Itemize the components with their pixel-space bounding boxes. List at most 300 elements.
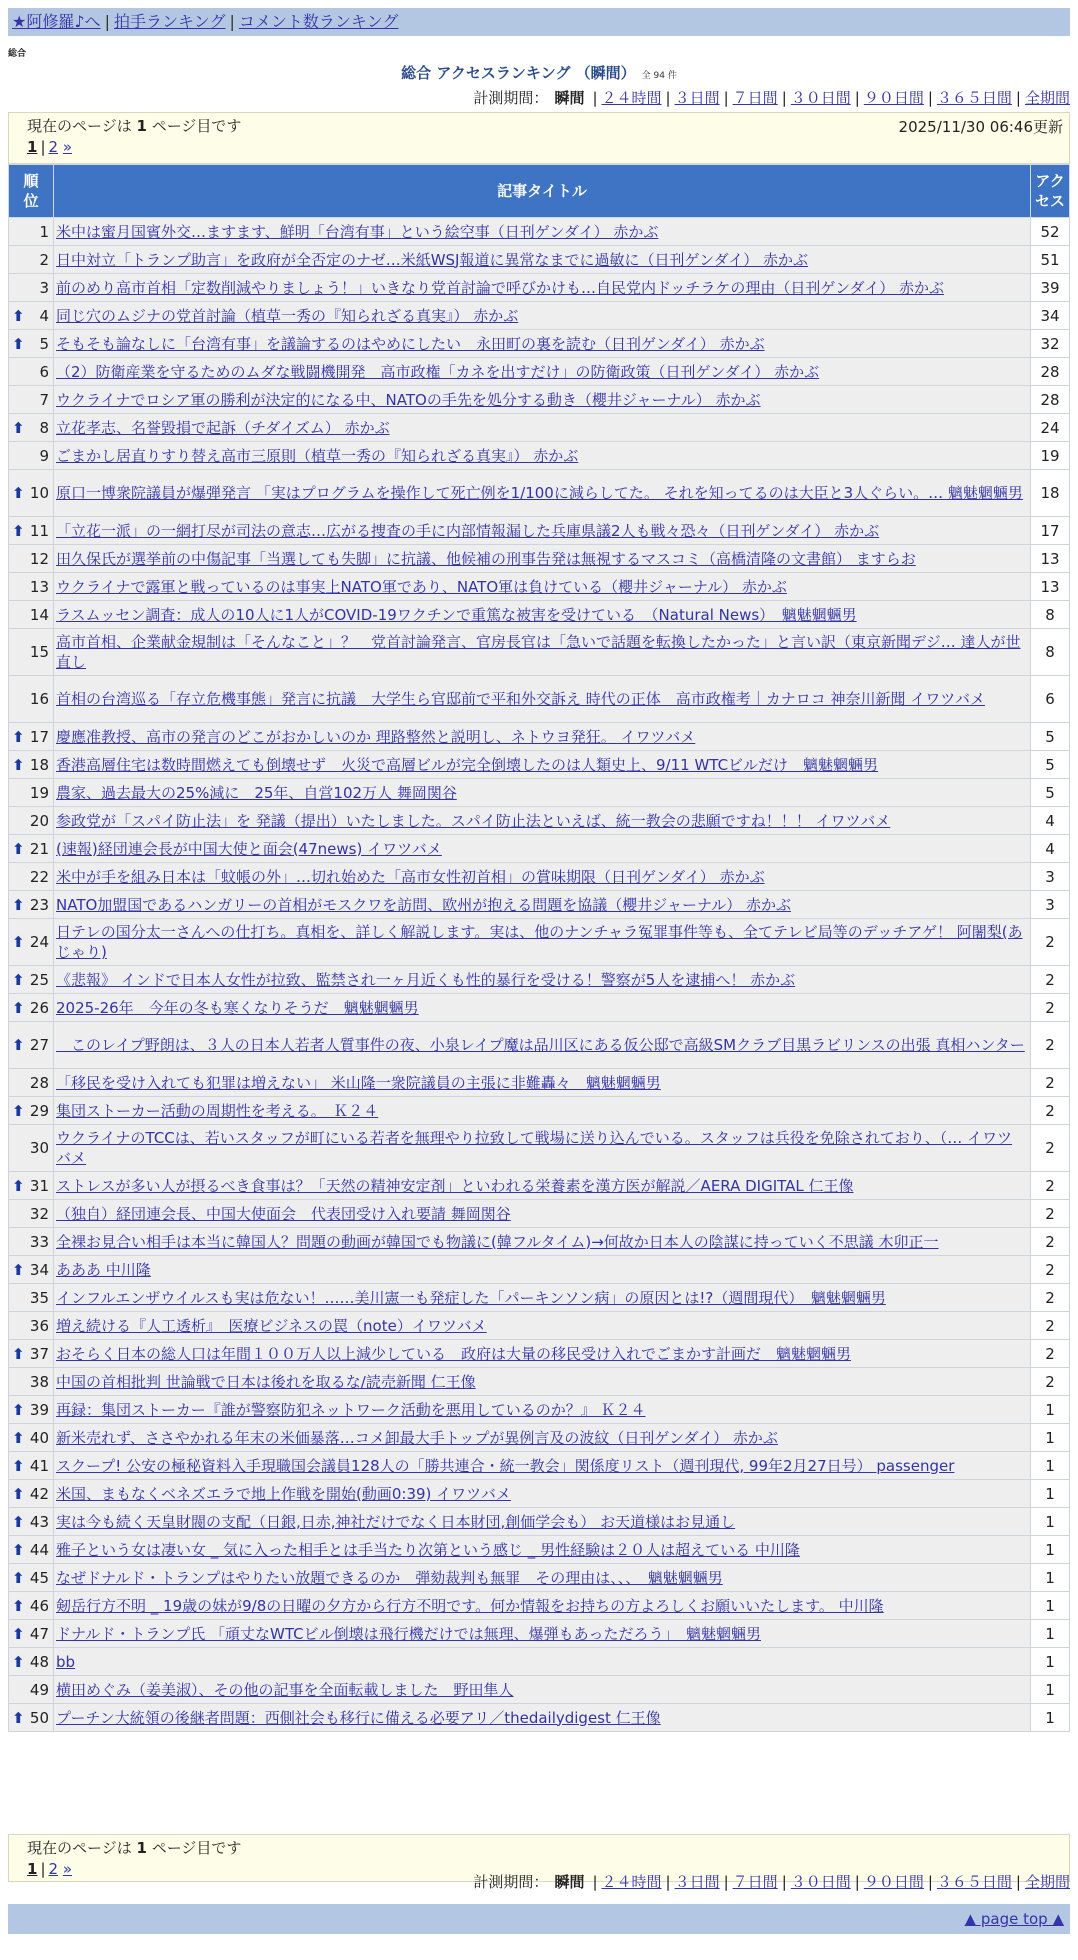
rank-cell <box>9 1200 54 1228</box>
title-cell <box>54 751 1031 779</box>
table-row <box>9 994 1070 1022</box>
article-link[interactable]: 香港高層住宅は数時間燃えても倒壊せず 火災で高層ビルが完全倒壊したのは人類史上、9/11 WTCビルだけ 魑魅魍魎男 <box>56 755 879 774</box>
period-link-30d[interactable]: ３０日間 <box>790 1873 851 1891</box>
up-arrow-icon: ⬆ <box>12 1344 25 1363</box>
access-count: 13 <box>1031 545 1070 573</box>
title-cell <box>54 1452 1031 1480</box>
rank-number: 14 <box>29 605 49 624</box>
title-cell <box>54 1097 1031 1125</box>
article-link[interactable]: 前のめり高市首相「定数削減やりましょう！」いきなり党首討論で呼びかけも…自民党内ドッチラケの理由（日刊ゲンダイ） 赤かぶ <box>56 278 944 297</box>
period-link-24h[interactable]: ２４時間 <box>601 1873 662 1891</box>
table-row <box>9 274 1070 302</box>
rank-number: 4 <box>39 306 49 325</box>
title-cell <box>54 994 1031 1022</box>
rank-cell <box>9 1592 54 1620</box>
clap-ranking-link[interactable]: 拍手ランキング <box>113 12 226 31</box>
pager-next[interactable]: » <box>62 1860 73 1878</box>
access-count: 28 <box>1031 386 1070 414</box>
rank-number: 35 <box>29 1288 49 1307</box>
footer-bar <box>8 1904 1070 1934</box>
article-link[interactable]: 日テレの国分太一さんへの仕打ち。真相を、詳しく解説します。実は、他のナンチャラ冤罪事件等も、全てテレビ局等のデッチアゲ！ 阿闍梨(あじゃり) <box>56 923 1023 961</box>
table-row <box>9 1564 1070 1592</box>
page-info-top <box>8 112 1070 164</box>
current-page-number: 1 <box>136 1839 147 1857</box>
title-cell <box>54 919 1031 966</box>
period-label: 計測期間： <box>473 1873 549 1891</box>
access-count: 1 <box>1031 1592 1070 1620</box>
table-row <box>9 386 1070 414</box>
pager-bottom: 1 | 2 » <box>27 1860 73 1878</box>
table-row <box>9 835 1070 863</box>
access-count: 2 <box>1031 1172 1070 1200</box>
article-link[interactable]: 増え続ける『人工透析』 医療ビジネスの罠（note）イワツバメ <box>56 1316 487 1335</box>
table-row <box>9 1424 1070 1452</box>
rank-number: 6 <box>39 362 49 381</box>
title-cell <box>54 1704 1031 1732</box>
table-row <box>9 1312 1070 1340</box>
title-cell <box>54 601 1031 629</box>
access-count: 1 <box>1031 1620 1070 1648</box>
comment-ranking-link[interactable]: コメント数ランキング <box>238 12 399 31</box>
table-row <box>9 723 1070 751</box>
title-cell <box>54 246 1031 274</box>
table-row <box>9 966 1070 994</box>
article-link[interactable]: おそらく日本の総人口は年間１００万人以上減少している 政府は大量の移民受け入れでごまかす計画だ 魑魅魍魎男 <box>56 1344 852 1363</box>
article-link[interactable]: 再録：集団ストーカー『誰が警察防犯ネットワーク活動を悪用しているのか？』 Ｋ２４ <box>56 1400 646 1419</box>
up-arrow-icon: ⬆ <box>12 1400 25 1419</box>
title-cell <box>54 966 1031 994</box>
title-cell <box>54 1424 1031 1452</box>
article-link[interactable]: 慶應准教授、高市の発言のどこがおかしいのか 理路整然と説明し、ネトウヨ発狂。 イワツバメ <box>56 727 696 746</box>
rank-number: 12 <box>29 549 49 568</box>
title-cell <box>54 274 1031 302</box>
rank-cell <box>9 1536 54 1564</box>
rank-number: 27 <box>29 1036 49 1054</box>
table-row <box>9 1069 1070 1097</box>
rank-cell <box>9 723 54 751</box>
article-link[interactable]: ごまかし居直りすり替え高市三原則（植草一秀の『知られざる真実』） 赤かぶ <box>56 446 579 465</box>
rank-number: 41 <box>29 1456 49 1475</box>
article-link[interactable]: 実は今も続く天皇財閥の支配（日銀,日赤,神社だけでなく日本財団,創価学会も） お天道様はお見通し <box>56 1512 736 1531</box>
rank-number: 15 <box>29 643 49 661</box>
article-link[interactable]: ストレスが多い人が摂るべき食事は？「天然の精神安定剤」といわれる栄養素を漢方医が解説／AERA DIGITAL 仁王像 <box>56 1176 854 1195</box>
pager-current: 1 <box>27 138 38 156</box>
article-link[interactable]: 同じ穴のムジナの党首討論（植草一秀の『知られざる真実』） 赤かぶ <box>56 306 519 325</box>
rank-number: 8 <box>39 418 49 437</box>
title-cell <box>54 1022 1031 1069</box>
article-link[interactable]: 原口一博衆院議員が爆弾発言 「実はプログラムを操作して死亡例を1/100に減らしてた。 それを知ってるのは大臣と3人ぐらい。… 魑魅魍魎男 <box>56 484 1023 502</box>
access-count: 2 <box>1031 1284 1070 1312</box>
rank-cell <box>9 779 54 807</box>
table-row <box>9 470 1070 517</box>
title-cell <box>54 1340 1031 1368</box>
article-link[interactable]: （独自）経団連会長、中国大使面会 代表団受け入れ要請 舞岡関谷 <box>56 1204 511 1223</box>
rank-number: 22 <box>29 867 49 886</box>
period-link-7d[interactable]: ７日間 <box>732 1873 778 1891</box>
article-link[interactable]: （2）防衛産業を守るためのムダな戦闘機開発 高市政権「カネを出すだけ」の防衛政策（日刊ゲンダイ） 赤かぶ <box>56 362 820 381</box>
title-cell <box>54 302 1031 330</box>
title-cell <box>54 330 1031 358</box>
rank-number: 10 <box>29 484 49 502</box>
access-count: 2 <box>1031 1368 1070 1396</box>
rank-number: 26 <box>29 998 49 1017</box>
up-arrow-icon: ⬆ <box>12 334 25 353</box>
home-link[interactable]: ★阿修羅♪へ <box>12 12 101 31</box>
rank-cell <box>9 1704 54 1732</box>
rank-number: 31 <box>29 1176 49 1195</box>
access-count: 4 <box>1031 835 1070 863</box>
table-row <box>9 1340 1070 1368</box>
rank-cell <box>9 414 54 442</box>
period-link-90d[interactable]: ９０日間 <box>863 89 924 107</box>
period-link-all[interactable]: 全期間 <box>1024 89 1070 107</box>
article-link[interactable]: ラスムッセン調査：成人の10人に1人がCOVID-19ワクチンで重篤な被害を受けている （Natural News） 魑魅魍魎男 <box>56 605 857 624</box>
table-row <box>9 414 1070 442</box>
title-cell <box>54 629 1031 676</box>
period-link-365d[interactable]: ３６５日間 <box>936 89 1012 107</box>
up-arrow-icon: ⬆ <box>12 895 25 914</box>
table-row <box>9 1228 1070 1256</box>
up-arrow-icon: ⬆ <box>12 1512 25 1531</box>
table-row <box>9 1368 1070 1396</box>
rank-cell <box>9 386 54 414</box>
up-arrow-icon: ⬆ <box>12 933 25 951</box>
access-count: 1 <box>1031 1424 1070 1452</box>
up-arrow-icon: ⬆ <box>12 1260 25 1279</box>
col-title-header: 記事タイトル <box>54 165 1031 218</box>
updated-timestamp: 2025/11/30 06:46更新 <box>898 118 1063 136</box>
period-link-365d[interactable]: ３６５日間 <box>936 1873 1012 1891</box>
article-link[interactable]: プーチン大統領の後継者問題：西側社会も移行に備える必要アリ／thedailydigest 仁王像 <box>56 1708 661 1727</box>
article-link[interactable]: 首相の台湾巡る「存立危機事態」発言に抗議 大学生ら官邸前で平和外交訴え 時代の正体 高市政権考｜カナロコ 神奈川新聞 イワツバメ <box>56 690 986 708</box>
rank-number: 43 <box>29 1512 49 1531</box>
pager-link-2[interactable]: 2 <box>48 138 59 156</box>
breadcrumb: 総合 <box>8 49 27 59</box>
table-row <box>9 629 1070 676</box>
rank-cell <box>9 807 54 835</box>
up-arrow-icon: ⬆ <box>12 1036 25 1054</box>
rank-number: 21 <box>29 839 49 858</box>
title-cell <box>54 517 1031 545</box>
table-row <box>9 751 1070 779</box>
rank-cell <box>9 1564 54 1592</box>
page-title-row <box>0 62 1078 83</box>
rank-number: 48 <box>29 1652 49 1671</box>
title-cell <box>54 1564 1031 1592</box>
article-link[interactable]: 米中が手を組み日本は「蚊帳の外」…切れ始めた「高市女性初首相」の賞味期限（日刊ゲンダイ） 赤かぶ <box>56 867 765 886</box>
rank-cell <box>9 274 54 302</box>
rank-cell <box>9 1228 54 1256</box>
article-link[interactable]: 2025-26年 今年の冬も寒くなりそうだ 魑魅魍魎男 <box>56 998 419 1017</box>
rank-cell <box>9 1368 54 1396</box>
table-row <box>9 1256 1070 1284</box>
rank-number: 37 <box>29 1344 49 1363</box>
article-link[interactable]: bb <box>56 1652 76 1671</box>
col-access-label: アクセス <box>1035 172 1066 210</box>
period-label: 計測期間： <box>473 89 549 107</box>
access-count: 1 <box>1031 1452 1070 1480</box>
up-arrow-icon: ⬆ <box>12 1176 25 1195</box>
rank-cell <box>9 1022 54 1069</box>
pager-next[interactable]: » <box>62 138 73 156</box>
pager-current: 1 <box>27 1860 38 1878</box>
up-arrow-icon: ⬆ <box>12 1652 25 1671</box>
access-count: 5 <box>1031 723 1070 751</box>
table-row <box>9 302 1070 330</box>
rank-cell <box>9 1620 54 1648</box>
rank-number: 46 <box>29 1596 49 1615</box>
rank-cell <box>9 1312 54 1340</box>
rank-cell <box>9 517 54 545</box>
rank-cell <box>9 1172 54 1200</box>
article-link[interactable]: 剱岳行方不明 _ 19歳の妹が9/8の日曜の夕方から行方不明です。何か情報をお持ちの方よろしくお願いいたします。 中川隆 <box>56 1596 884 1615</box>
access-count: 1 <box>1031 1480 1070 1508</box>
rank-number: 23 <box>29 895 49 914</box>
article-link[interactable]: 雅子という女は凄い女 _ 気に入った相手とは手当たり次第という感じ _ 男性経験は２０人は超えている 中川隆 <box>56 1540 800 1559</box>
rank-number: 39 <box>29 1400 49 1419</box>
up-arrow-icon: ⬆ <box>12 1708 25 1727</box>
title-cell <box>54 1536 1031 1564</box>
table-row <box>9 246 1070 274</box>
title-cell <box>54 723 1031 751</box>
table-row <box>9 1592 1070 1620</box>
title-cell <box>54 1368 1031 1396</box>
article-link[interactable]: 立花孝志、名誉毀損で起訴（チダイズム） 赤かぶ <box>56 418 390 437</box>
article-link[interactable]: 横田めぐみ（姜美淑）、その他の記事を全面転載しました 野田隼人 <box>56 1680 514 1699</box>
up-arrow-icon: ⬆ <box>12 970 25 989</box>
up-arrow-icon: ⬆ <box>12 418 25 437</box>
article-link[interactable]: NATO加盟国であるハンガリーの首相がモスクワを訪問、欧州が抱える問題を協議（櫻井ジャーナル） 赤かぶ <box>56 895 792 914</box>
access-count: 17 <box>1031 517 1070 545</box>
up-arrow-icon: ⬆ <box>12 521 25 540</box>
rank-cell <box>9 1648 54 1676</box>
title-cell <box>54 358 1031 386</box>
access-count: 2 <box>1031 1069 1070 1097</box>
rank-number: 11 <box>29 521 49 540</box>
access-count: 51 <box>1031 246 1070 274</box>
title-cell <box>54 807 1031 835</box>
title-cell <box>54 891 1031 919</box>
period-link-90d[interactable]: ９０日間 <box>863 1873 924 1891</box>
rank-number: 28 <box>29 1073 49 1092</box>
title-cell <box>54 1676 1031 1704</box>
access-count: 5 <box>1031 751 1070 779</box>
table-row <box>9 330 1070 358</box>
period-link-7d[interactable]: ７日間 <box>732 89 778 107</box>
rank-cell <box>9 1097 54 1125</box>
title-cell <box>54 1592 1031 1620</box>
rank-cell <box>9 629 54 676</box>
access-count: 2 <box>1031 994 1070 1022</box>
access-count: 13 <box>1031 573 1070 601</box>
total-count: 全 94 件 <box>641 71 677 81</box>
rank-number: 30 <box>29 1139 49 1157</box>
rank-number: 32 <box>29 1204 49 1223</box>
top-nav <box>8 8 1070 36</box>
rank-number: 3 <box>39 278 49 297</box>
access-count: 5 <box>1031 779 1070 807</box>
table-row <box>9 1452 1070 1480</box>
rank-number: 19 <box>29 783 49 802</box>
access-count: 2 <box>1031 1200 1070 1228</box>
rank-cell <box>9 1480 54 1508</box>
title-cell <box>54 779 1031 807</box>
table-row <box>9 601 1070 629</box>
rank-cell <box>9 545 54 573</box>
article-link[interactable]: インフルエンザウイルスも実は危ない！……美川憲一も発症した「パーキンソン病」の原因とは!?（週間現代） 魑魅魍魎男 <box>56 1288 886 1307</box>
table-row <box>9 358 1070 386</box>
rank-number: 49 <box>29 1680 49 1699</box>
title-cell <box>54 1172 1031 1200</box>
article-link[interactable]: 田久保氏が選挙前の中傷記事「当選しても失脚」に抗議、他候補の刑事告発は無視するマスコミ（高橋清隆の文書館） ますらお <box>56 549 916 568</box>
title-cell <box>54 835 1031 863</box>
article-link[interactable]: 米国、まもなくベネズエラで地上作戦を開始(動画0:39) イワツバメ <box>56 1484 511 1503</box>
rank-number: 25 <box>29 970 49 989</box>
article-link[interactable]: このレイプ野朗は、３人の日本人若者人質事件の夜、小泉レイプ魔は品川区にある仮公邸で高級SMクラブ目黒ラビリンスの出張 真相ハンター <box>56 1036 1025 1054</box>
period-link-24h[interactable]: ２４時間 <box>601 89 662 107</box>
table-row <box>9 1704 1070 1732</box>
access-count: 2 <box>1031 1256 1070 1284</box>
access-count: 1 <box>1031 1396 1070 1424</box>
title-cell <box>54 573 1031 601</box>
title-cell <box>54 386 1031 414</box>
access-count: 3 <box>1031 891 1070 919</box>
rank-number: 29 <box>29 1101 49 1120</box>
table-row <box>9 779 1070 807</box>
rank-cell <box>9 246 54 274</box>
col-rank-label: 順位 <box>23 172 39 210</box>
rank-number: 20 <box>29 811 49 830</box>
rank-cell <box>9 1340 54 1368</box>
access-count: 19 <box>1031 442 1070 470</box>
rank-cell <box>9 1396 54 1424</box>
ranking-table <box>8 164 1070 1732</box>
up-arrow-icon: ⬆ <box>12 1101 25 1120</box>
pager-link-2[interactable]: 2 <box>48 1860 59 1878</box>
article-link[interactable]: なぜドナルド・トランプはやりたい放題できるのか 弾劾裁判も無罪 その理由は、、、 魑魅魍魎男 <box>56 1568 723 1587</box>
rank-cell <box>9 994 54 1022</box>
access-count: 8 <box>1031 601 1070 629</box>
up-arrow-icon: ⬆ <box>12 1596 25 1615</box>
rank-cell <box>9 919 54 966</box>
up-arrow-icon: ⬆ <box>12 306 25 325</box>
article-link[interactable]: 中国の首相批判 世論戦で日本は後れを取るな/読売新聞 仁王像 <box>56 1372 476 1391</box>
table-row <box>9 1620 1070 1648</box>
table-row <box>9 1200 1070 1228</box>
access-count: 2 <box>1031 1097 1070 1125</box>
rank-number: 42 <box>29 1484 49 1503</box>
article-link[interactable]: 集団ストーカー活動の周期性を考える。 Ｋ２４ <box>56 1101 379 1120</box>
rank-number: 7 <box>39 390 49 409</box>
period-link-30d[interactable]: ３０日間 <box>790 89 851 107</box>
article-link[interactable]: ウクライナで露軍と戦っているのは事実上NATO軍であり、NATO軍は負けている（櫻井ジャーナル） 赤かぶ <box>56 577 787 596</box>
rank-number: 34 <box>29 1260 49 1279</box>
rank-number: 9 <box>39 446 49 465</box>
table-row <box>9 545 1070 573</box>
title-cell <box>54 1256 1031 1284</box>
rank-cell <box>9 835 54 863</box>
access-count: 1 <box>1031 1508 1070 1536</box>
article-link[interactable]: あああ 中川隆 <box>56 1260 151 1279</box>
article-link[interactable]: (速報)経団連会長が中国大使と面会(47news) イワツバメ <box>56 839 442 858</box>
rank-number: 47 <box>29 1624 49 1643</box>
access-count: 1 <box>1031 1676 1070 1704</box>
article-link[interactable]: 《悲報》 インドで日本人女性が拉致、監禁され一ヶ月近くも性的暴行を受ける！警察が5人を逮捕へ！ 赤かぶ <box>56 970 796 989</box>
rank-number: 33 <box>29 1232 49 1251</box>
rank-number: 18 <box>29 755 49 774</box>
period-link-all[interactable]: 全期間 <box>1024 1873 1070 1891</box>
page-info: 現在のページは 1 ページ目です <box>27 1839 242 1857</box>
up-arrow-icon: ⬆ <box>12 1568 25 1587</box>
article-link[interactable]: 米中は蜜月国賓外交…ますます、鮮明「台湾有事」という絵空事（日刊ゲンダイ） 赤かぶ <box>56 222 659 241</box>
rank-cell <box>9 1508 54 1536</box>
access-count: 18 <box>1031 470 1070 517</box>
article-link[interactable]: 全裸お見合い相手は本当に韓国人？問題の動画が韓国でも物議に(韓フルタイム)→何故か日本人の陰謀に持っていく不思議 木卯正一 <box>56 1232 939 1251</box>
access-count: 2 <box>1031 966 1070 994</box>
nav-separator: | <box>229 12 235 31</box>
article-link[interactable]: 参政党が「スパイ防止法」を 発議（提出）いたしました。スパイ防止法といえば、統一教会の悲願ですね！！！ イワツバメ <box>56 811 891 830</box>
rank-cell <box>9 1069 54 1097</box>
article-link[interactable]: ドナルド・トランプ氏 「頑丈なWTCビル倒壊は飛行機だけでは無理、爆弾もあっただろう」 魑魅魍魎男 <box>56 1624 761 1643</box>
article-link[interactable]: そもそも論なしに「台湾有事」を議論するのはやめにしたい 永田町の裏を読む（日刊ゲンダイ） 赤かぶ <box>56 334 765 353</box>
access-count: 1 <box>1031 1648 1070 1676</box>
access-count: 2 <box>1031 1312 1070 1340</box>
title-cell <box>54 863 1031 891</box>
title-cell <box>54 545 1031 573</box>
access-count: 28 <box>1031 358 1070 386</box>
rank-number: 2 <box>39 250 49 269</box>
rank-cell <box>9 966 54 994</box>
up-arrow-icon: ⬆ <box>12 1428 25 1447</box>
title-cell <box>54 442 1031 470</box>
rank-cell <box>9 1424 54 1452</box>
rank-number: 44 <box>29 1540 49 1559</box>
title-cell <box>54 1200 1031 1228</box>
article-link[interactable]: 「移民を受け入れても犯罪は増えない」 米山隆一衆院議員の主張に非難轟々 魑魅魍魎男 <box>56 1073 661 1092</box>
rank-cell <box>9 330 54 358</box>
article-link[interactable]: 新米売れず、ささやかれる年末の米価暴落…コメ卸最大手トップが異例言及の波紋（日刊ゲンダイ） 赤かぶ <box>56 1428 778 1447</box>
title-cell <box>54 1480 1031 1508</box>
table-row <box>9 1676 1070 1704</box>
access-count: 2 <box>1031 919 1070 966</box>
table-row <box>9 1508 1070 1536</box>
article-link[interactable]: 高市首相、企業献金規制は「そんなこと」？ 党首討論発言、官房長官は「急いで話題を転換したかった」と言い訳（東京新聞デジ… 達人が世直し <box>56 633 1021 671</box>
page-top-link[interactable]: ▲ page top ▲ <box>964 1910 1064 1928</box>
table-row <box>9 517 1070 545</box>
ranking-body <box>9 218 1070 1732</box>
table-row <box>9 218 1070 246</box>
period-link-3d[interactable]: ３日間 <box>674 89 720 107</box>
rank-cell <box>9 358 54 386</box>
article-link[interactable]: 農家、過去最大の25%減に 25年、自営102万人 舞岡関谷 <box>56 783 457 802</box>
rank-number: 13 <box>29 577 49 596</box>
article-link[interactable]: 「立花一派」の一網打尽が司法の意志…広がる捜査の手に内部情報漏した兵庫県議2人も戦々恐々（日刊ゲンダイ） 赤かぶ <box>56 521 880 540</box>
article-link[interactable]: 日中対立「トランプ助言」を政府が全否定のナゼ…米紙WSJ報道に異常なまでに過敏に（日刊ゲンダイ） 赤かぶ <box>56 250 809 269</box>
access-count: 34 <box>1031 302 1070 330</box>
title-cell <box>54 1396 1031 1424</box>
rank-number: 1 <box>39 222 49 241</box>
rank-number: 40 <box>29 1428 49 1447</box>
up-arrow-icon: ⬆ <box>12 484 25 502</box>
article-link[interactable]: スクープ! 公安の極秘資料入手現職国会議員128人の「勝共連合・統一教会」関係度リスト（週刊現代, 99年2月27日号） passenger <box>56 1456 955 1475</box>
article-link[interactable]: ウクライナでロシア軍の勝利が決定的になる中、NATOの手先を処分する動き（櫻井ジャーナル） 赤かぶ <box>56 390 761 409</box>
table-header-row <box>9 165 1070 218</box>
access-count: 39 <box>1031 274 1070 302</box>
rank-number: 5 <box>39 334 49 353</box>
rank-cell <box>9 442 54 470</box>
article-link[interactable]: ウクライナのTCCは、若いスタッフが町にいる若者を無理やり拉致して戦場に送り込んでいる。スタッフは兵役を免除されており、（… イワツバメ <box>56 1129 1013 1167</box>
period-link-3d[interactable]: ３日間 <box>674 1873 720 1891</box>
